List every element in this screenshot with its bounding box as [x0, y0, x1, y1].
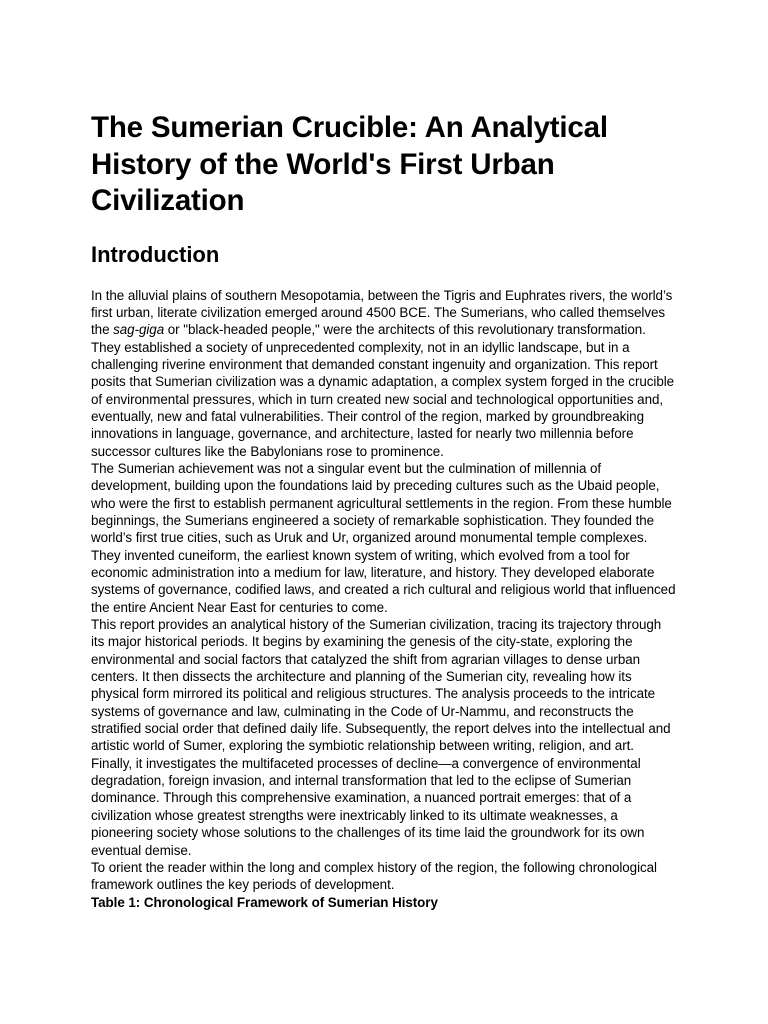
- document-body: [91, 287, 678, 911]
- paragraph-4: To orient the reader within the long and complex history of the region, the following chronological framework outlines the key periods of development.: [91, 859, 657, 893]
- paragraph-2: The Sumerian achievement was not a singular event but the culmination of millennia of development, building upon the foundations laid by preceding cultures such as the Ubaid people, who were the first to establish permanent agricultural settlements in the region. From these humble beginnings, the Sumerians engineered a society of remarkable sophistication. They founded the world’s first true cities, such as Uruk and Ur, organized around monumental temple complexes. They invented cuneiform, the earliest known system of writing, which evolved from a tool for economic administration into a medium for law, literature, and history. They developed elaborate systems of governance, codified laws, and created a rich cultural and religious world that influenced the entire Ancient Near East for centuries to come.: [91, 460, 676, 615]
- paragraph-1-text-start: In the alluvial plains of southern Mesopotamia, between the Tigris and Euphrates rivers, the world’s first urban, literate civilization emerged around 4500 BCE. The Sumerians, who called themselves the: [91, 287, 673, 338]
- paragraph-1: [91, 287, 678, 460]
- document-title: The Sumerian Crucible: An Analytical History of the World's First Urban Civilization: [91, 111, 608, 217]
- paragraph-1-text-end: or "black-headed people," were the architects of this revolutionary transformation. They established a society of unprecedented complexity, not in an idyllic landscape, but in a challenging riverine environment that demanded constant ingenuity and organization. This report posits that Sumerian civilization was a dynamic adaptation, a complex system forged in the crucible of environmental pressures, which in turn created new social and technological opportunities and, eventually, new and fatal vulnerabilities. Their control of the region, marked by groundbreaking innovations in language, governance, and architecture, lasted for nearly two millennia before successor cultures like the Babylonians rose to prominence.: [91, 322, 675, 459]
- section-heading-introduction: Introduction: [91, 241, 220, 267]
- table-caption: Table 1: Chronological Framework of Sumerian History: [91, 894, 438, 910]
- paragraph-1-italic-term: sag-giga: [113, 322, 165, 338]
- paragraph-3: This report provides an analytical history of the Sumerian civilization, tracing its trajectory through its major historical periods. It begins by examining the genesis of the city-state, exploring the environmental and social factors that catalyzed the shift from agrarian villages to dense urban centers. It then dissects the architecture and planning of the Sumerian city, revealing how its physical form mirrored its political and religious structures. The analysis proceeds to the intricate systems of governance and law, culminating in the Code of Ur-Nammu, and reconstructs the stratified social order that defined daily life. Subsequently, the report delves into the intellectual and artistic world of Sumer, exploring the symbiotic relationship between writing, religion, and art. Finally, it investigates the multifaceted processes of decline—a convergence of environmental degradation, foreign invasion, and internal transformation that led to the eclipse of Sumerian dominance. Through this comprehensive examination, a nuanced portrait emerges: that of a civilization whose greatest strengths were inextricably linked to its ultimate weaknesses, a pioneering society whose solutions to the challenges of its time laid the groundwork for its own eventual demise.: [91, 617, 671, 858]
